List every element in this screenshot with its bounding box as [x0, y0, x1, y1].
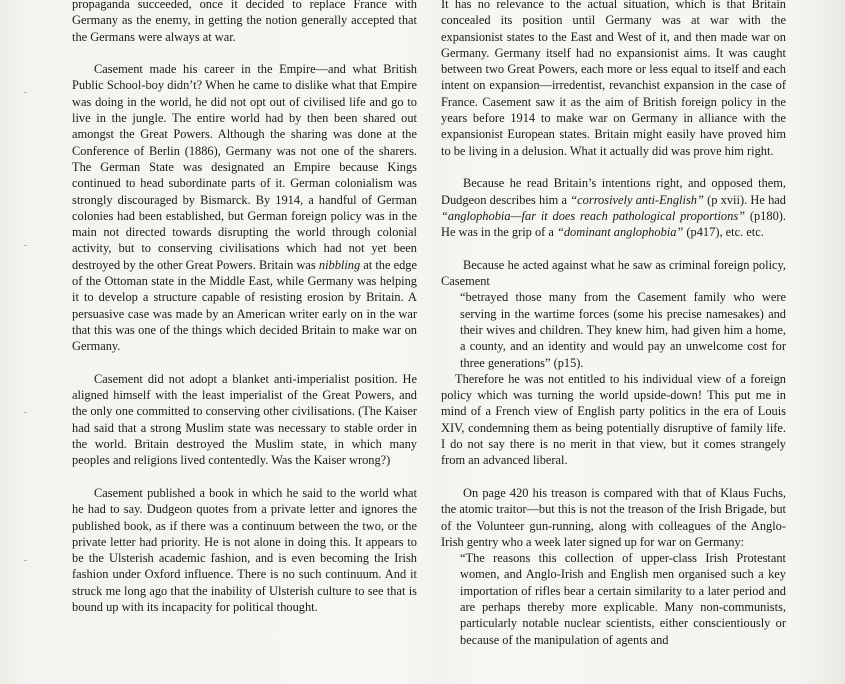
paragraph: Therefore he was not entitled to his individual view of a foreign policy which was turning the world upside-down! This put me in mind of a French view of English party politics in the era of Louis XIV, condemning them as being potentially disruptive of family life. I do not say there is no merit in that view, but it comes strangely from an advanced liberal. — [441, 371, 786, 468]
margin-speck — [24, 92, 27, 93]
paragraph: Because he read Britain’s intentions right, and opposed them, Dudgeon describes him a “corrosively anti-English” (p xvii). He had “anglophobia—far it does reach pathological proportions” (p180). He was in the grip of a “dominant anglophobia” (p417), etc. etc. — [441, 176, 786, 240]
margin-speck — [24, 560, 27, 561]
block-quote: “The reasons this collection of upper-class Irish Protestant women, and Anglo-Irish and English men organised such a key importation of rifles bear a certain similarity to a later period and are perhaps thereby more explicable. Many non-communists, particularly notable nuclear scientists, either conscientiously or because of the manipulation of agents and — [460, 551, 786, 647]
margin-speck — [24, 245, 27, 246]
margin-speck — [24, 412, 27, 413]
left-column — [72, 0, 417, 632]
right-column — [441, 0, 786, 648]
paragraph: It has no relevance to the actual situation, which is that Britain concealed its position until Germany was at war with the expansionist states to the East and West of it, and then made war on Germany. Germany itself had no expansionist aims. It was caught between two Great Powers, each more or less equal to itself and each intent on expansion—irredentist, revanchist expansion in the case of France. Casement saw it as the aim of British foreign policy in the years before 1914 to make war on Germany in alliance with the expansionist European states. Britain might easily have proved him to be living in a delusion. What it actually did was prove him right. — [441, 0, 786, 158]
paragraph: Casement did not adopt a blanket anti-imperialist position. He aligned himself with the least imperialist of the Great Powers, and the only one committed to conserving other civilisations. (The Kaiser had said that a strong Muslim state was necessary to stable order in the world. Britain destroyed the Muslim state, in which many peoples and religions lived contentedly. Was the Kaiser wrong?) — [72, 371, 417, 468]
block-quote: “betrayed those many from the Casement family who were serving in the wartime forces (some his precise namesakes) and their wives and children. They knew him, had given him a home, a county, and an identity and would pay an unwelcome cost for three generations” (p15). — [460, 290, 786, 370]
paragraph: On page 420 his treason is compared with that of Klaus Fuchs, the atomic traitor—but this is not the treason of the Irish Brigade, but of the Volunteer gun-running, along with colleagues of the Anglo-Irish gentry who a week later signed up for war on Germany: — [441, 485, 786, 549]
paragraph: Casement published a book in which he said to the world what he had to say. Dudgeon quotes from a private letter and ignores the published book, as if there was a continuum between the two, or the private letter had priority. He is not alone in doing this. It appears to be the Ulsterish academic fashion, and is even becoming the Irish fashion under Oxford influence. There is no such continuum. And it struck me long ago that the inability of Ulsterish culture to see that is bound up with its incapacity for political thought. — [72, 485, 417, 614]
paragraph: Because he acted against what he saw as criminal foreign policy, Casement — [441, 257, 786, 289]
paragraph: propaganda succeeded, once it decided to replace France with Germany as the enemy, in getting the notion generally accepted that the Germans were always at war. — [72, 0, 417, 44]
paragraph: Casement made his career in the Empire—and what British Public School-boy didn’t? When he came to dislike what that Empire was doing in the world, he did not opt out of civilised life and go to live in the jungle. The entire world had by then been shared out amongst the Great Powers. Although the sharing was done at the Conference of Berlin (1886), Germany was not one of the sharers. The German State was designated an Empire because Kings continued to head subordinate parts of it. German colonialism was strongly discouraged by Bismarck. By 1914, a handful of German colonies had been established, but German foreign policy was in the main not directed towards disrupting the world through colonial activity, but to conserving civilisations which had not yet been destroyed by the other Great Powers. Britain was nibbling at the edge of the Ottoman state in the Middle East, while Germany was helping it to develop a structure capable of resisting erosion by Britain. A persuasive case was made by an American writer early on in the war that this was one of the things which decided Britain to make war on Germany. — [72, 62, 418, 354]
